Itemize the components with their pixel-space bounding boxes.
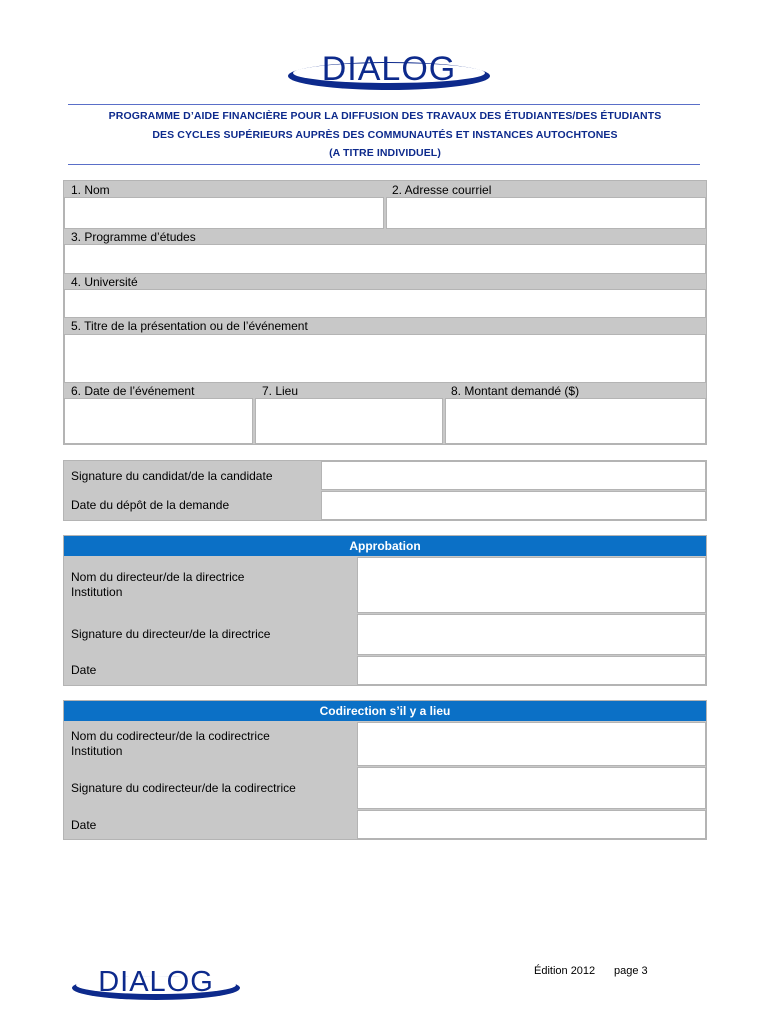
place-label: 7. Lieu (262, 384, 299, 398)
submission-date-label: Date du dépôt de la demande (71, 498, 230, 512)
codirector-date-field[interactable] (357, 810, 706, 839)
university-label: 4. Université (71, 275, 138, 289)
university-field[interactable] (64, 289, 706, 318)
director-signature-label: Signature du directeur/de la directrice (71, 627, 271, 641)
program-field[interactable] (64, 244, 706, 274)
page-title-line1: PROGRAMME D’AIDE FINANCIÈRE POUR LA DIFFUSION DES TRAVAUX DES ÉTUDIANTES/DES ÉTUDIANTS (108, 110, 662, 122)
presentation-title-label: 5. Titre de la présentation ou de l’événement (71, 319, 308, 333)
event-date-label: 6. Date de l’événement (71, 384, 195, 398)
program-label: 3. Programme d’études (71, 230, 196, 244)
codirector-signature-label: Signature du codirecteur/de la codirectrice (71, 781, 296, 795)
email-label: 2. Adresse courriel (392, 183, 492, 197)
codirector-signature-field[interactable] (357, 767, 706, 809)
event-date-field[interactable] (64, 398, 253, 444)
dialog-logo (286, 46, 492, 98)
director-institution-label: Institution (71, 585, 123, 599)
director-name-field[interactable] (357, 557, 706, 613)
presentation-title-field[interactable] (64, 334, 706, 383)
codirector-institution-label: Institution (71, 744, 123, 758)
amount-field[interactable] (445, 398, 706, 444)
email-field[interactable] (386, 197, 706, 229)
codirection-heading: Codirection s’il y a lieu (64, 701, 706, 721)
name-field[interactable] (64, 197, 384, 229)
place-field[interactable] (255, 398, 443, 444)
director-date-field[interactable] (357, 656, 706, 685)
codirector-date-label: Date (71, 818, 97, 832)
codirector-name-label: Nom du codirecteur/de la codirectrice (71, 729, 270, 743)
submission-date-field[interactable] (321, 491, 706, 520)
footer-dialog-logo (70, 962, 242, 1006)
director-date-label: Date (71, 663, 97, 677)
candidate-signature-field[interactable] (321, 461, 706, 490)
edition-label: Édition 2012 (534, 965, 596, 977)
codirector-name-field[interactable] (357, 722, 706, 766)
director-name-label: Nom du directeur/de la directrice (71, 570, 245, 584)
page-number: page 3 (614, 965, 648, 977)
footer-logo-text: DIALOG (98, 966, 214, 998)
page-title-line2: DES CYCLES SUPÉRIEURS AUPRÈS DES COMMUNAUTÉS ET INSTANCES AUTOCHTONES (152, 129, 618, 141)
page-title-line3: (A TITRE INDIVIDUEL) (329, 147, 441, 159)
logo-text: DIALOG (321, 50, 457, 88)
candidate-signature-label: Signature du candidat/de la candidate (71, 469, 273, 483)
title-rule-top (68, 104, 700, 105)
director-signature-field[interactable] (357, 614, 706, 655)
amount-label: 8. Montant demandé ($) (451, 384, 580, 398)
title-rule-bottom (68, 164, 700, 165)
name-label: 1. Nom (71, 183, 110, 197)
approval-heading: Approbation (64, 536, 706, 556)
